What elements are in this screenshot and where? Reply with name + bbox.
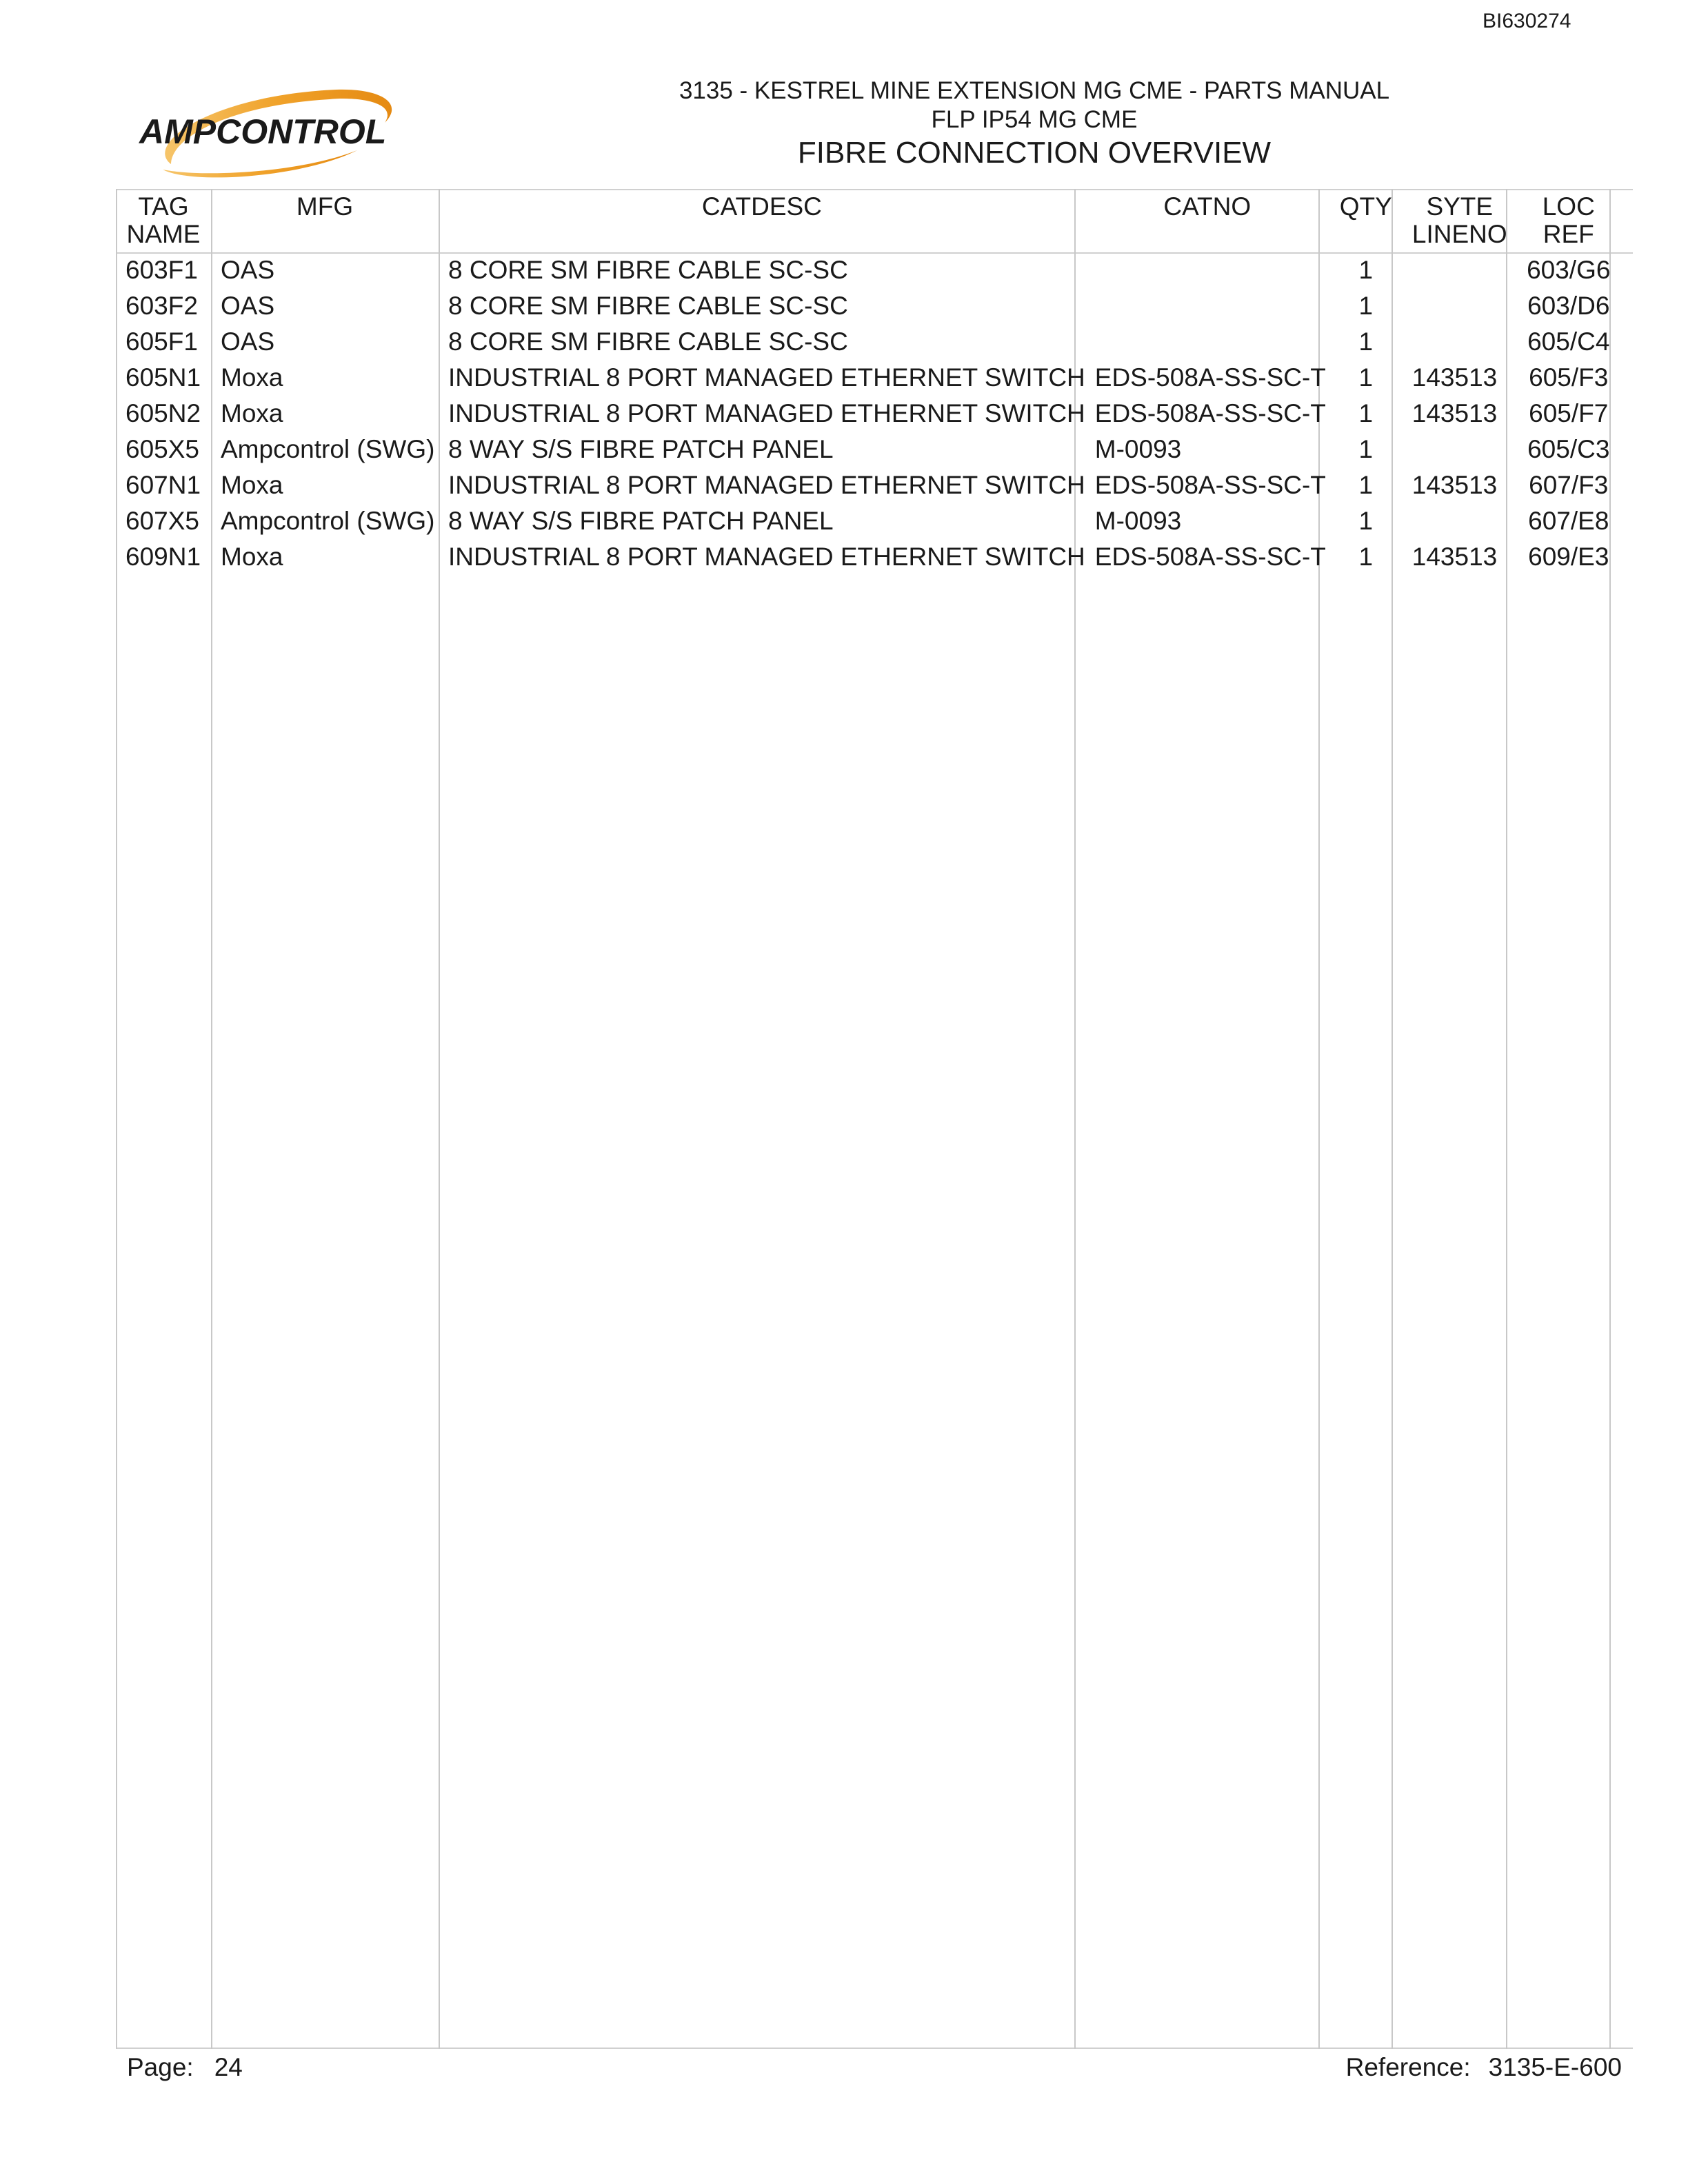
mfg-cell: Moxa (221, 399, 283, 427)
catdesc-cell: INDUSTRIAL 8 PORT MANAGED ETHERNET SWITCH (448, 363, 1085, 392)
header-syte-lineno: SYTE LINENO (1411, 192, 1507, 248)
lineno-cell (1403, 503, 1517, 539)
table-bottom-rule (116, 2048, 1633, 2049)
mfg-cell: OAS (221, 292, 275, 320)
catdesc-cell: INDUSTRIAL 8 PORT MANAGED ETHERNET SWITCH (448, 399, 1085, 427)
loc-ref-cell: 607/E8 (1528, 507, 1609, 535)
table-row (116, 539, 1620, 575)
mfg-cell: Moxa (221, 471, 283, 499)
catno-cell (1085, 288, 1329, 324)
logo-text: AMPCONTROL (139, 112, 387, 151)
lineno-cell: 143513 (1411, 543, 1498, 571)
lineno-cell (1403, 432, 1517, 467)
loc-ref-cell: 605/C3 (1527, 435, 1610, 463)
header-catdesc: CATDESC (701, 192, 822, 221)
table-row (116, 503, 1620, 539)
loc-ref-cell: 607/F3 (1529, 471, 1609, 499)
catdesc-cell: 8 WAY S/S FIBRE PATCH PANEL (448, 507, 834, 535)
tag-cell: 603F1 (125, 256, 198, 284)
table-row (116, 324, 1620, 360)
table-header-row (116, 189, 1620, 252)
qty-cell: 1 (1358, 507, 1374, 535)
catdesc-cell: 8 CORE SM FIBRE CABLE SC-SC (448, 327, 848, 356)
page-number: 24 (214, 2053, 243, 2081)
catno-cell (1085, 324, 1329, 360)
document-id: BI630274 (1483, 10, 1571, 32)
loc-ref-cell: 603/D6 (1527, 292, 1610, 320)
table-row (116, 432, 1620, 467)
catno-cell (1085, 252, 1329, 288)
tag-cell: 605X5 (125, 435, 199, 463)
header-loc-ref: LOC REF (1542, 192, 1595, 248)
tag-cell: 603F2 (125, 292, 198, 320)
catno-cell: EDS-508A-SS-SC-T (1094, 543, 1326, 571)
table-row (116, 467, 1620, 503)
reference-value: 3135-E-600 (1488, 2053, 1622, 2081)
qty-cell: 1 (1358, 435, 1374, 463)
page-footer (127, 2053, 243, 2082)
loc-ref-cell: 605/F3 (1529, 363, 1609, 392)
qty-cell: 1 (1358, 256, 1374, 284)
mfg-cell: Moxa (221, 543, 283, 571)
equipment-title: FLP IP54 MG CME (931, 106, 1138, 133)
lineno-cell: 143513 (1411, 363, 1498, 392)
catdesc-cell: INDUSTRIAL 8 PORT MANAGED ETHERNET SWITCH (448, 471, 1085, 499)
parts-table (116, 189, 1620, 575)
table-row (116, 396, 1620, 432)
table-row (116, 252, 1620, 288)
header-qty: QTY (1339, 192, 1392, 221)
lineno-cell: 143513 (1411, 471, 1498, 499)
lineno-cell (1403, 252, 1517, 288)
mfg-cell: OAS (221, 256, 275, 284)
tag-cell: 607X5 (125, 507, 199, 535)
tag-cell: 607N1 (125, 471, 201, 499)
document-header (621, 76, 1448, 172)
lineno-cell (1403, 288, 1517, 324)
table-row (116, 288, 1620, 324)
ampcontrol-logo (130, 81, 419, 185)
qty-cell: 1 (1358, 292, 1374, 320)
catdesc-cell: 8 WAY S/S FIBRE PATCH PANEL (448, 435, 834, 463)
mfg-cell: OAS (221, 327, 275, 356)
tag-cell: 605N2 (125, 399, 201, 427)
mfg-cell: Ampcontrol (SWG) (221, 507, 435, 535)
section-title: FIBRE CONNECTION OVERVIEW (797, 136, 1272, 170)
catno-cell: M-0093 (1094, 435, 1182, 463)
qty-cell: 1 (1358, 327, 1374, 356)
loc-ref-cell: 605/C4 (1527, 327, 1610, 356)
loc-ref-cell: 603/G6 (1527, 256, 1611, 284)
qty-cell: 1 (1358, 543, 1374, 571)
catno-cell: EDS-508A-SS-SC-T (1094, 399, 1326, 427)
catdesc-cell: INDUSTRIAL 8 PORT MANAGED ETHERNET SWITCH (448, 543, 1085, 571)
catno-cell: EDS-508A-SS-SC-T (1094, 363, 1326, 392)
header-tag-name: TAG NAME (126, 192, 201, 248)
mfg-cell: Ampcontrol (SWG) (221, 435, 435, 463)
qty-cell: 1 (1358, 471, 1374, 499)
lineno-cell: 143513 (1411, 399, 1498, 427)
header-catno: CATNO (1163, 192, 1252, 221)
tag-cell: 609N1 (125, 543, 201, 571)
qty-cell: 1 (1358, 399, 1374, 427)
manual-title: 3135 - KESTREL MINE EXTENSION MG CME - PARTS MANUAL (679, 77, 1390, 104)
qty-cell: 1 (1358, 363, 1374, 392)
catdesc-cell: 8 CORE SM FIBRE CABLE SC-SC (448, 292, 848, 320)
header-mfg: MFG (296, 192, 354, 221)
reference-label: Reference: (1345, 2053, 1471, 2081)
tag-cell: 605F1 (125, 327, 198, 356)
catno-cell: M-0093 (1094, 507, 1182, 535)
catno-cell: EDS-508A-SS-SC-T (1094, 471, 1326, 499)
tag-cell: 605N1 (125, 363, 201, 392)
lineno-cell (1403, 324, 1517, 360)
page-label: Page: (127, 2053, 194, 2081)
table-body (116, 252, 1620, 575)
loc-ref-cell: 609/E3 (1528, 543, 1609, 571)
loc-ref-cell: 605/F7 (1529, 399, 1609, 427)
mfg-cell: Moxa (221, 363, 283, 392)
reference-footer (1346, 2053, 1622, 2082)
catdesc-cell: 8 CORE SM FIBRE CABLE SC-SC (448, 256, 848, 284)
table-row (116, 360, 1620, 396)
